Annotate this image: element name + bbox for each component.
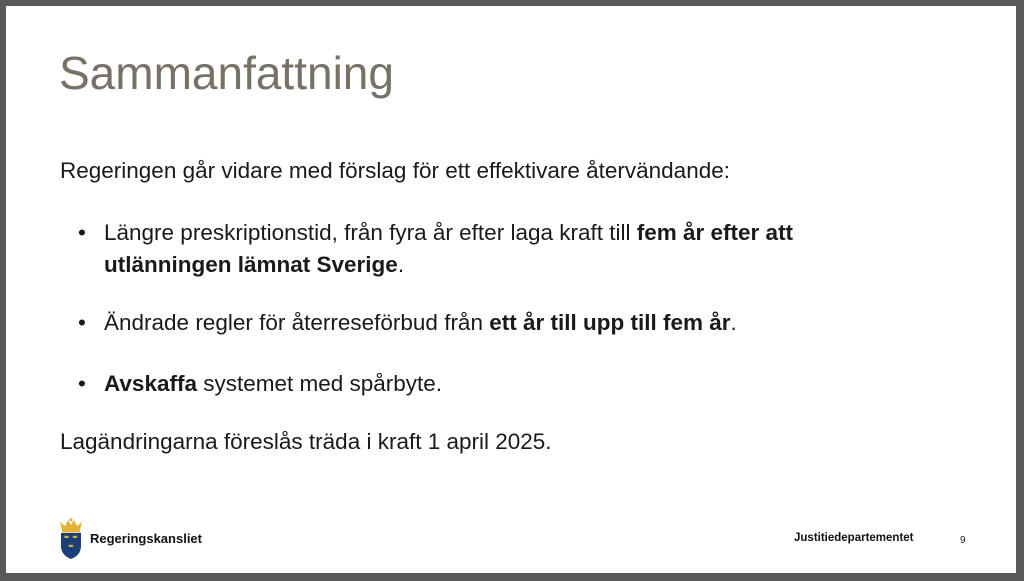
bullet-marker: • [78,310,86,335]
bullet-marker: • [78,371,86,396]
bullet-text-bold: Avskaffa [104,371,197,396]
bullet-text [104,368,924,400]
closing-text: Lagändringarna föreslås träda i kraft 1 april 2025. [60,429,552,454]
bullet-text-end: . [730,310,737,335]
page-number: 9 [960,535,966,546]
department-name: Justitiedepartementet [794,532,914,544]
bullet-text-bold: ett år till upp till fem år [489,310,731,335]
bullet-text-bold: fem år efter att utlänningen lämnat Sverige [104,220,794,277]
bullet-text-end: systemet med spårbyte. [196,371,443,396]
bullet-text-regular: Längre preskriptionstid, från fyra år efter laga kraft till [104,220,637,245]
bullet-text [104,217,924,281]
bullet-text-regular: Ändrade regler för återreseförbud från [104,310,490,335]
slide-title: Sammanfattning [59,47,394,99]
slide [6,6,1016,573]
intro-text: Regeringen går vidare med förslag för ett effektivare återvändande: [60,158,730,183]
crown-three-crowns-shield-icon [58,518,84,560]
bullet-text [104,307,924,339]
organization-name: Regeringskansliet [90,531,202,546]
bullet-text-end: . [397,252,405,277]
bullet-marker: • [78,220,86,245]
